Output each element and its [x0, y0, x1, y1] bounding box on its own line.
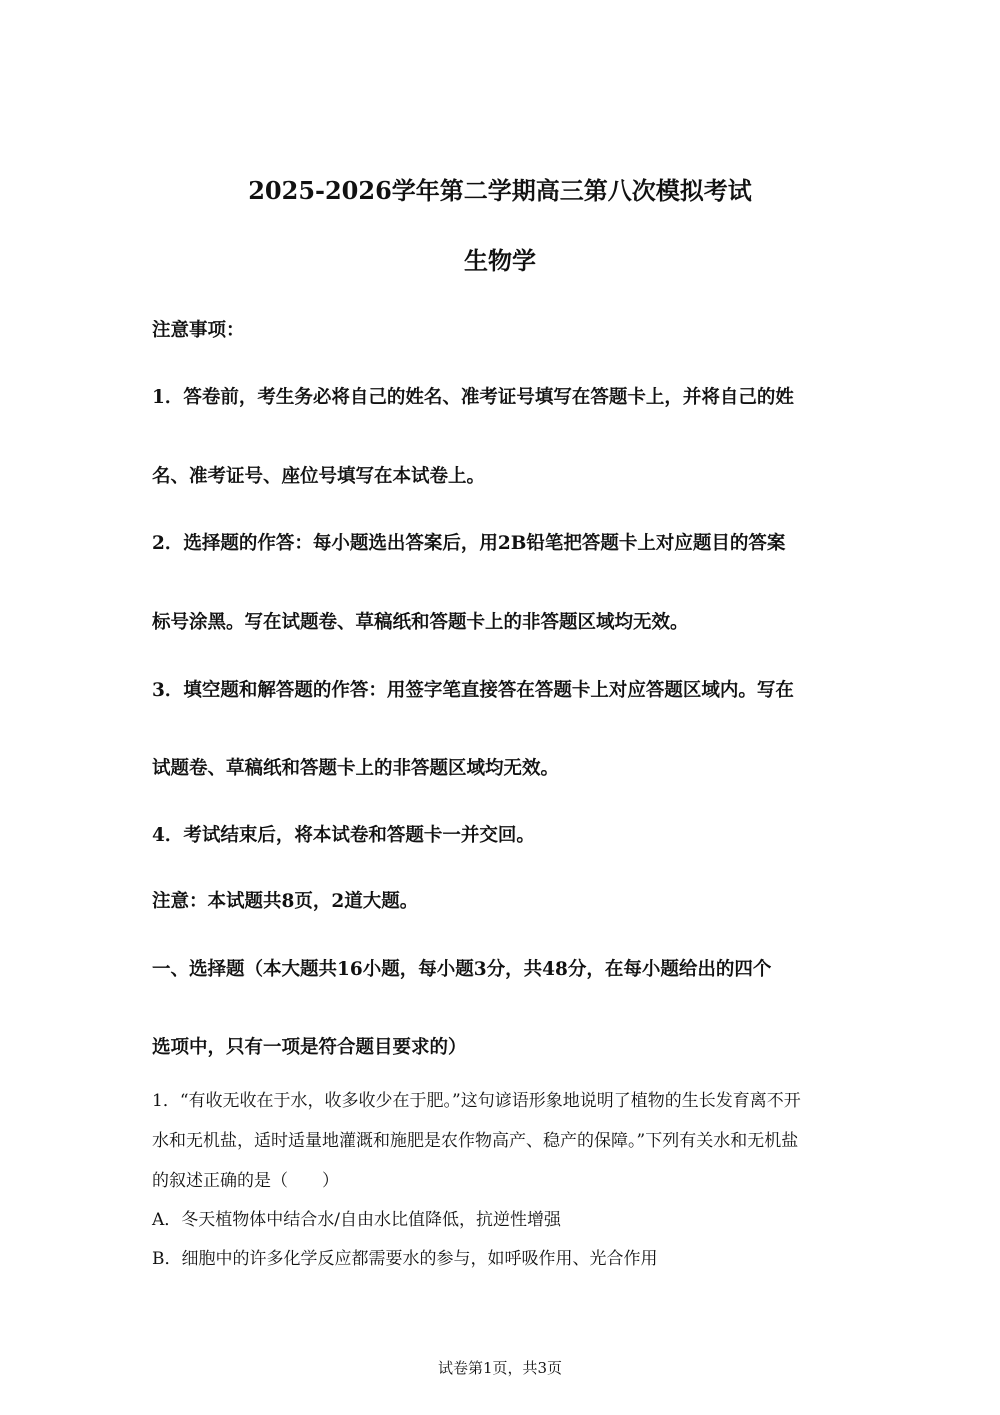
- page-summary: 注意：本试题共8页，2道大题。: [152, 891, 419, 912]
- question-1-option-a: A．冬天植物体中结合水/自由水比值降低，抗逆性增强: [152, 1210, 562, 1230]
- notice-1-line-1: 1．答卷前，考生务必将自己的姓名、准考证号填写在答题卡上，并将自己的姓: [152, 387, 794, 408]
- notice-2-line-2: 标号涂黑。写在试题卷、草稿纸和答题卡上的非答题区域均无效。: [152, 612, 689, 633]
- subject-title: 生物学: [464, 246, 536, 275]
- section-1-heading-line-2: 选项中，只有一项是符合题目要求的）: [152, 1037, 467, 1058]
- page-footer: 试卷第1页，共3页: [437, 1359, 563, 1377]
- notice-1-line-2: 名、准考证号、座位号填写在本试卷上。: [152, 466, 486, 487]
- exam-title: 2025-2026学年第二学期高三第八次模拟考试: [248, 176, 752, 205]
- notice-3-line-1: 3．填空题和解答题的作答：用签字笔直接答在答题卡上对应答题区域内。写在: [152, 680, 794, 701]
- section-1-heading-line-1: 一、选择题（本大题共16小题，每小题3分，共48分，在每小题给出的四个: [152, 959, 772, 980]
- question-1-stem-line-3: 的叙述正确的是（ ）: [152, 1171, 339, 1191]
- notice-4: 4．考试结束后，将本试卷和答题卡一并交回。: [152, 825, 535, 846]
- notice-heading: 注意事项：: [152, 320, 245, 341]
- question-1-stem-line-2: 水和无机盐，适时适量地灌溉和施肥是农作物高产、稳产的保障。”下列有关水和无机盐: [152, 1131, 799, 1151]
- notice-3-line-2: 试题卷、草稿纸和答题卡上的非答题区域均无效。: [152, 758, 560, 779]
- notice-2-line-1: 2．选择题的作答：每小题选出答案后，用2B铅笔把答题卡上对应题目的答案: [152, 533, 786, 554]
- question-1-stem-line-1: 1．“有收无收在于水，收多收少在于肥。”这句谚语形象地说明了植物的生长发育离不开: [152, 1091, 801, 1111]
- question-1-option-b: B．细胞中的许多化学反应都需要水的参与，如呼吸作用、光合作用: [152, 1249, 658, 1269]
